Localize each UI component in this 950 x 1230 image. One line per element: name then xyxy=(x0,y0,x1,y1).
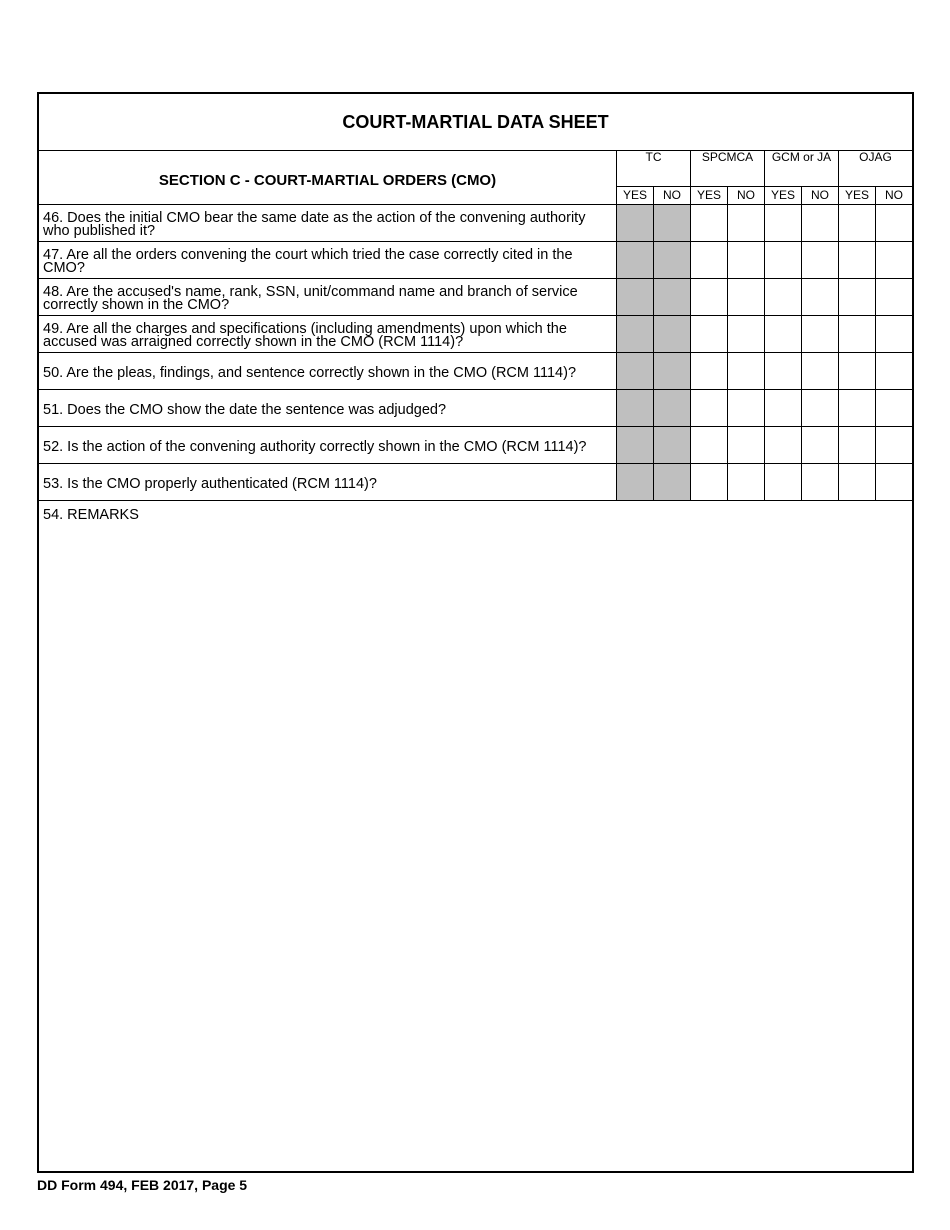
ojag-yes-header: YES xyxy=(838,187,875,205)
checkbox-q46-spcmca-yes[interactable] xyxy=(690,205,727,242)
question-53: 53. Is the CMO properly authenticated (RCM 1114)? xyxy=(39,464,616,501)
checkbox-q47-ojag-no[interactable] xyxy=(875,242,912,279)
checkbox-q50-gcm-yes[interactable] xyxy=(764,353,801,390)
gcm-no-header: NO xyxy=(801,187,838,205)
checkbox-q49-gcm-yes[interactable] xyxy=(764,316,801,353)
checkbox-q46-ojag-no[interactable] xyxy=(875,205,912,242)
checkbox-q52-tc-yes xyxy=(616,427,653,464)
question-47: 47. Are all the orders convening the court which tried the case correctly cited in the CMO? xyxy=(39,242,616,279)
spcmca-yes-header: YES xyxy=(690,187,727,205)
checkbox-q52-tc-no xyxy=(653,427,690,464)
checkbox-q53-tc-no xyxy=(653,464,690,501)
checkbox-q46-gcm-yes[interactable] xyxy=(764,205,801,242)
checkbox-q50-spcmca-no[interactable] xyxy=(727,353,764,390)
checkbox-q49-gcm-no[interactable] xyxy=(801,316,838,353)
checkbox-q52-ojag-yes[interactable] xyxy=(838,427,875,464)
checkbox-q53-spcmca-yes[interactable] xyxy=(690,464,727,501)
checkbox-q49-spcmca-yes[interactable] xyxy=(690,316,727,353)
checkbox-q52-spcmca-no[interactable] xyxy=(727,427,764,464)
checkbox-q52-ojag-no[interactable] xyxy=(875,427,912,464)
question-51: 51. Does the CMO show the date the sentence was adjudged? xyxy=(39,390,616,427)
checkbox-q46-gcm-no[interactable] xyxy=(801,205,838,242)
checkbox-q51-tc-yes xyxy=(616,390,653,427)
checkbox-q51-ojag-yes[interactable] xyxy=(838,390,875,427)
checkbox-q53-ojag-yes[interactable] xyxy=(838,464,875,501)
checkbox-q47-ojag-yes[interactable] xyxy=(838,242,875,279)
checkbox-q48-gcm-no[interactable] xyxy=(801,279,838,316)
question-46: 46. Does the initial CMO bear the same date as the action of the convening authority who published it? xyxy=(39,205,616,242)
checkbox-q46-tc-no xyxy=(653,205,690,242)
checkbox-q47-gcm-yes[interactable] xyxy=(764,242,801,279)
checkbox-q50-tc-no xyxy=(653,353,690,390)
checkbox-q47-tc-no xyxy=(653,242,690,279)
checkbox-q51-spcmca-no[interactable] xyxy=(727,390,764,427)
question-50: 50. Are the pleas, findings, and sentence correctly shown in the CMO (RCM 1114)? xyxy=(39,353,616,390)
question-52: 52. Is the action of the convening authority correctly shown in the CMO (RCM 1114)? xyxy=(39,427,616,464)
checkbox-q52-gcm-yes[interactable] xyxy=(764,427,801,464)
tc-yes-header: YES xyxy=(616,187,653,205)
checkbox-q50-tc-yes xyxy=(616,353,653,390)
checkbox-q48-ojag-yes[interactable] xyxy=(838,279,875,316)
checkbox-q47-spcmca-no[interactable] xyxy=(727,242,764,279)
checkbox-q51-spcmca-yes[interactable] xyxy=(690,390,727,427)
form-frame xyxy=(37,92,914,1173)
remarks-label: 54. REMARKS xyxy=(43,507,139,523)
remarks-field[interactable] xyxy=(39,503,912,1163)
column-group-tc: TC xyxy=(616,150,690,187)
checkbox-q48-ojag-no[interactable] xyxy=(875,279,912,316)
column-group-ojag: OJAG xyxy=(838,150,912,187)
checkbox-q53-gcm-yes[interactable] xyxy=(764,464,801,501)
checkbox-q47-spcmca-yes[interactable] xyxy=(690,242,727,279)
checkbox-q53-ojag-no[interactable] xyxy=(875,464,912,501)
checkbox-q48-gcm-yes[interactable] xyxy=(764,279,801,316)
checkbox-q50-spcmca-yes[interactable] xyxy=(690,353,727,390)
checkbox-q49-spcmca-no[interactable] xyxy=(727,316,764,353)
checkbox-q51-gcm-no[interactable] xyxy=(801,390,838,427)
checkbox-q47-gcm-no[interactable] xyxy=(801,242,838,279)
checkbox-q46-spcmca-no[interactable] xyxy=(727,205,764,242)
column-group-gcm-ja: GCM or JA xyxy=(764,150,838,187)
section-title: SECTION C - COURT-MARTIAL ORDERS (CMO) xyxy=(39,150,616,205)
question-49: 49. Are all the charges and specifications (including amendments) upon which the accused was arraigned correctly shown in the CMO (RCM 1114)? xyxy=(39,316,616,353)
checkbox-q48-spcmca-no[interactable] xyxy=(727,279,764,316)
checkbox-q53-spcmca-no[interactable] xyxy=(727,464,764,501)
checkbox-q49-tc-no xyxy=(653,316,690,353)
spcmca-no-header: NO xyxy=(727,187,764,205)
checkbox-q50-ojag-yes[interactable] xyxy=(838,353,875,390)
ojag-no-header: NO xyxy=(875,187,912,205)
checkbox-q52-gcm-no[interactable] xyxy=(801,427,838,464)
checkbox-q50-ojag-no[interactable] xyxy=(875,353,912,390)
checkbox-q46-ojag-yes[interactable] xyxy=(838,205,875,242)
checkbox-q51-ojag-no[interactable] xyxy=(875,390,912,427)
checkbox-q53-tc-yes xyxy=(616,464,653,501)
tc-no-header: NO xyxy=(653,187,690,205)
checkbox-q47-tc-yes xyxy=(616,242,653,279)
form-title: COURT-MARTIAL DATA SHEET xyxy=(39,94,912,151)
checkbox-q48-spcmca-yes[interactable] xyxy=(690,279,727,316)
checkbox-q49-ojag-no[interactable] xyxy=(875,316,912,353)
checkbox-q49-tc-yes xyxy=(616,316,653,353)
checkbox-q53-gcm-no[interactable] xyxy=(801,464,838,501)
checkbox-q48-tc-yes xyxy=(616,279,653,316)
checkbox-q48-tc-no xyxy=(653,279,690,316)
checkbox-q52-spcmca-yes[interactable] xyxy=(690,427,727,464)
column-group-spcmca: SPCMCA xyxy=(690,150,764,187)
checkbox-q46-tc-yes xyxy=(616,205,653,242)
checkbox-q51-tc-no xyxy=(653,390,690,427)
checkbox-q50-gcm-no[interactable] xyxy=(801,353,838,390)
question-48: 48. Are the accused's name, rank, SSN, unit/command name and branch of service correctly shown in the CMO? xyxy=(39,279,616,316)
form-footer: DD Form 494, FEB 2017, Page 5 xyxy=(37,1177,248,1193)
checkbox-q51-gcm-yes[interactable] xyxy=(764,390,801,427)
checkbox-q49-ojag-yes[interactable] xyxy=(838,316,875,353)
gcm-yes-header: YES xyxy=(764,187,801,205)
